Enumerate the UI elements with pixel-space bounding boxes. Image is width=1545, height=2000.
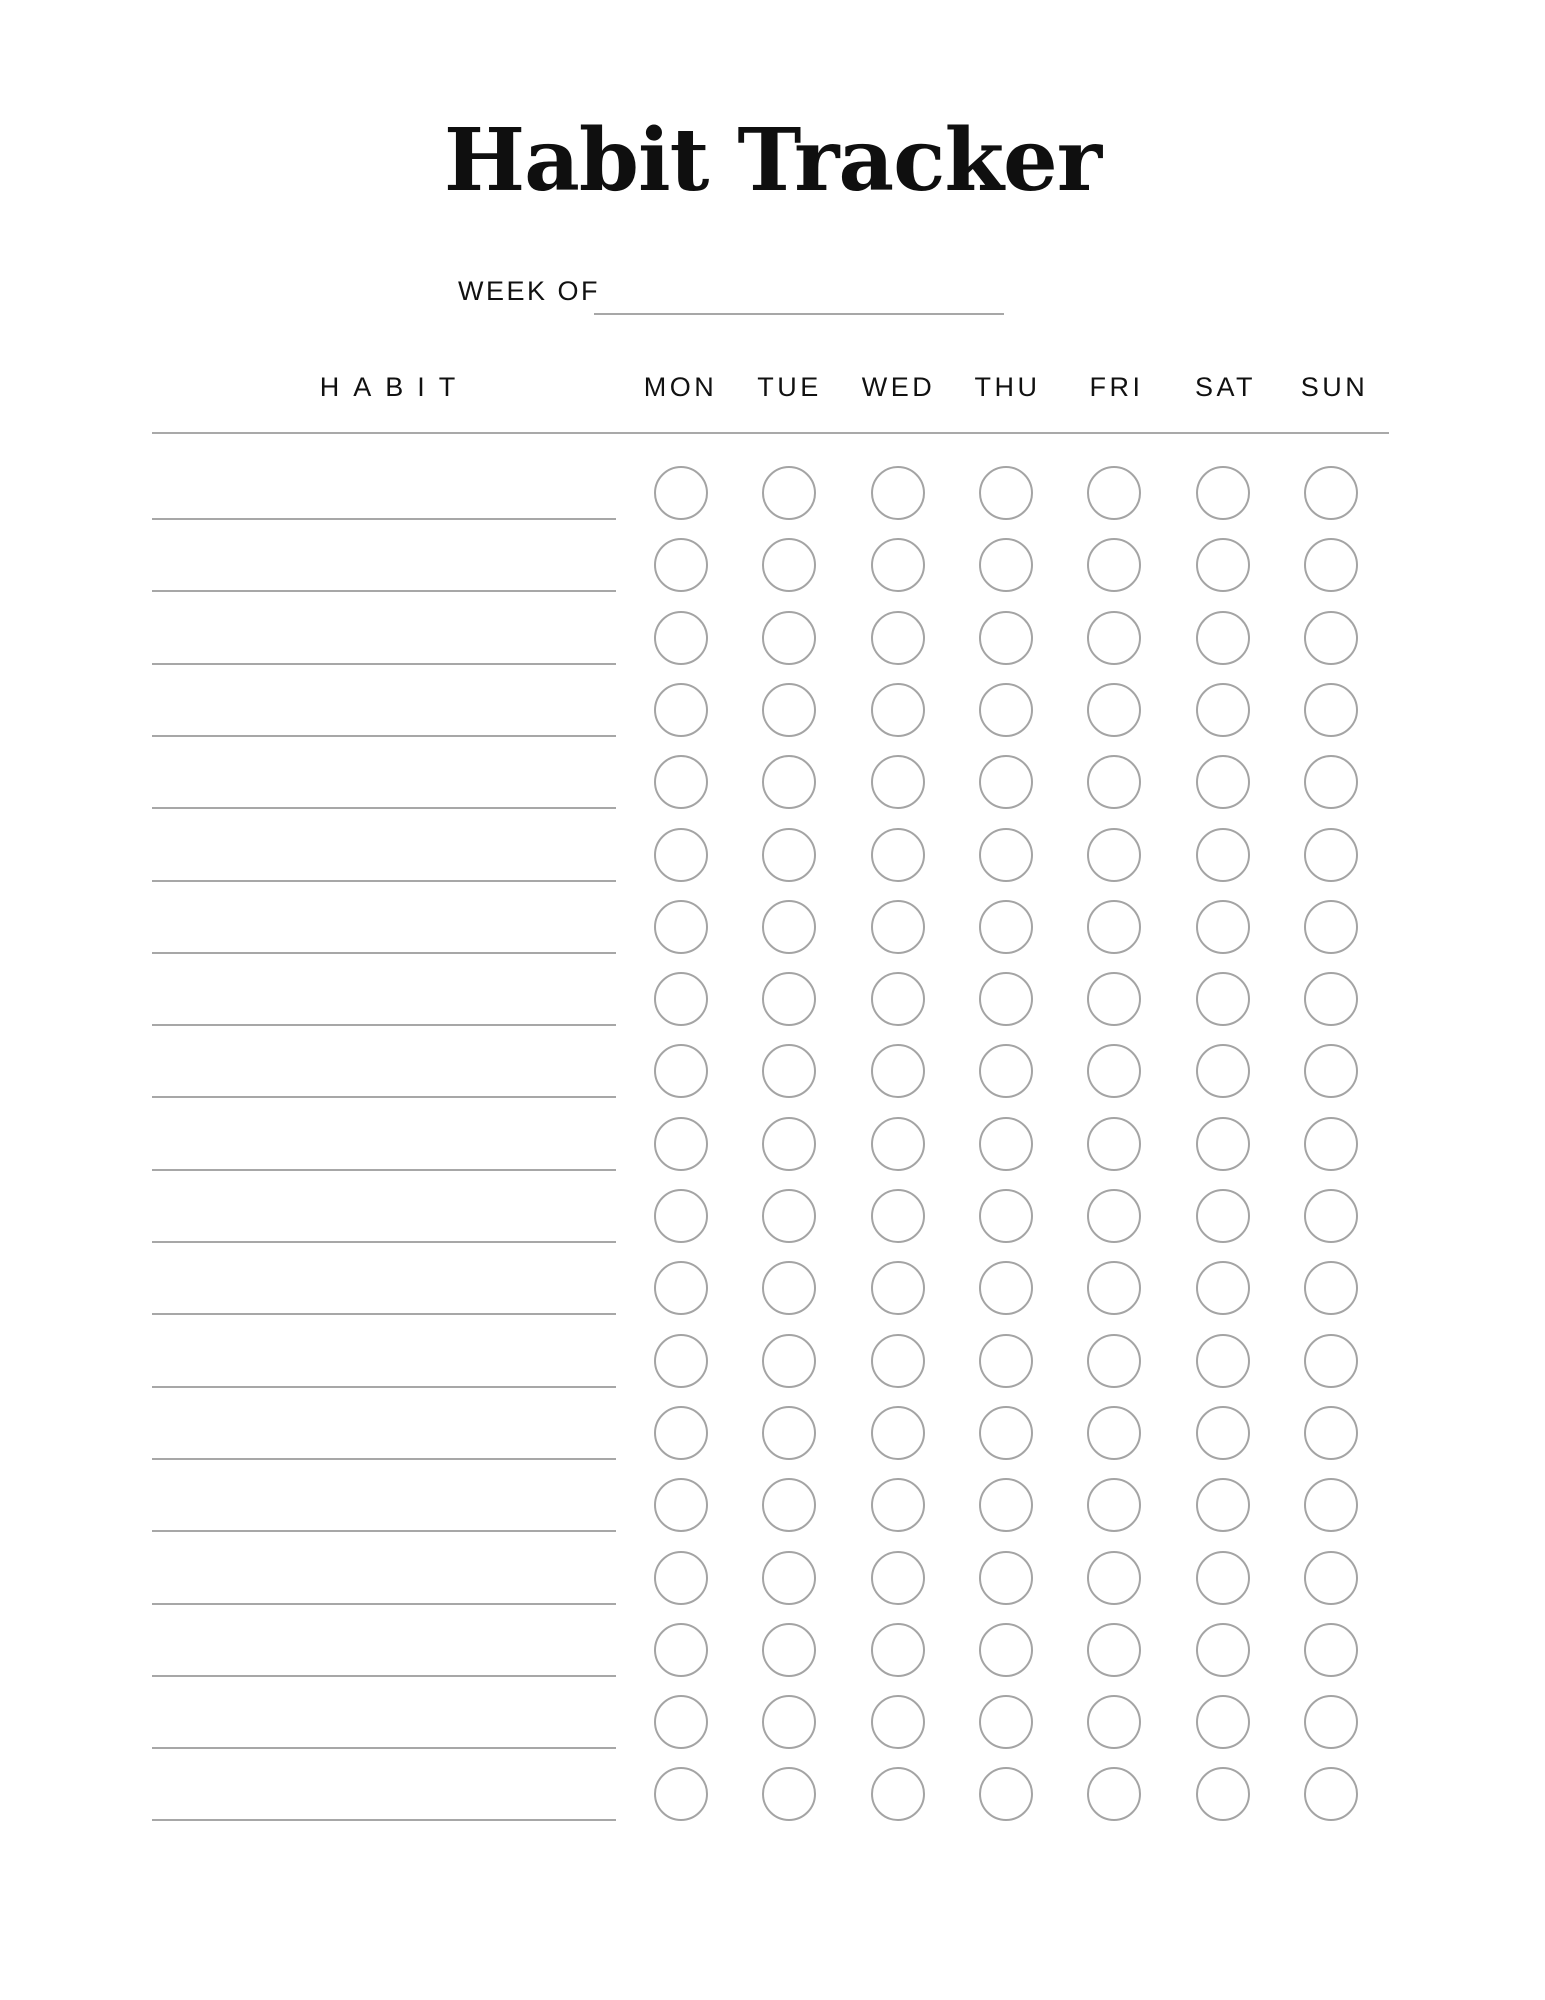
check-circle-tue[interactable] bbox=[762, 1478, 816, 1532]
check-circle-thu[interactable] bbox=[979, 1189, 1033, 1243]
day-header-fri: FRI bbox=[1089, 372, 1144, 402]
check-circle-sat[interactable] bbox=[1196, 683, 1250, 737]
check-circle-sat[interactable] bbox=[1196, 538, 1250, 592]
check-circle-tue[interactable] bbox=[762, 1623, 816, 1677]
day-header-sun: SUN bbox=[1300, 372, 1369, 402]
check-circle-tue[interactable] bbox=[762, 1767, 816, 1821]
check-circle-sat[interactable] bbox=[1196, 1261, 1250, 1315]
check-circle-mon[interactable] bbox=[654, 611, 708, 665]
check-circle-sun[interactable] bbox=[1304, 1767, 1358, 1821]
check-circle-sun[interactable] bbox=[1304, 1551, 1358, 1605]
check-circle-mon[interactable] bbox=[654, 755, 708, 809]
check-circle-tue[interactable] bbox=[762, 538, 816, 592]
check-circle-mon[interactable] bbox=[654, 1261, 708, 1315]
check-circle-fri[interactable] bbox=[1087, 538, 1141, 592]
check-circle-thu[interactable] bbox=[979, 538, 1033, 592]
check-circle-fri[interactable] bbox=[1087, 1334, 1141, 1388]
check-circle-fri[interactable] bbox=[1087, 1623, 1141, 1677]
week-of-label: WEEK OF bbox=[458, 276, 601, 306]
habit-entry-line[interactable] bbox=[152, 518, 616, 520]
check-circle-sat[interactable] bbox=[1196, 1044, 1250, 1098]
check-circle-mon[interactable] bbox=[654, 1406, 708, 1460]
check-circle-thu[interactable] bbox=[979, 1117, 1033, 1171]
check-circle-sun[interactable] bbox=[1304, 683, 1358, 737]
check-circle-thu[interactable] bbox=[979, 1478, 1033, 1532]
check-circle-wed[interactable] bbox=[871, 1044, 925, 1098]
habit-entry-line[interactable] bbox=[152, 1603, 616, 1605]
check-circle-tue[interactable] bbox=[762, 1334, 816, 1388]
check-circle-fri[interactable] bbox=[1087, 1551, 1141, 1605]
habit-entry-line[interactable] bbox=[152, 663, 616, 665]
habit-entry-line[interactable] bbox=[152, 1747, 616, 1749]
check-circle-wed[interactable] bbox=[871, 1767, 925, 1821]
habit-entry-line[interactable] bbox=[152, 807, 616, 809]
check-circle-fri[interactable] bbox=[1087, 755, 1141, 809]
check-circle-thu[interactable] bbox=[979, 1044, 1033, 1098]
check-circle-wed[interactable] bbox=[871, 1695, 925, 1749]
day-header-thu: THU bbox=[974, 372, 1041, 402]
check-circle-sun[interactable] bbox=[1304, 1044, 1358, 1098]
check-circle-sat[interactable] bbox=[1196, 1623, 1250, 1677]
check-circle-thu[interactable] bbox=[979, 611, 1033, 665]
check-circle-sun[interactable] bbox=[1304, 972, 1358, 1026]
check-circle-fri[interactable] bbox=[1087, 828, 1141, 882]
check-circle-tue[interactable] bbox=[762, 1695, 816, 1749]
check-circle-sun[interactable] bbox=[1304, 611, 1358, 665]
check-circle-sat[interactable] bbox=[1196, 1551, 1250, 1605]
check-circle-sat[interactable] bbox=[1196, 1189, 1250, 1243]
habit-entry-line[interactable] bbox=[152, 1024, 616, 1026]
check-circle-fri[interactable] bbox=[1087, 900, 1141, 954]
check-circle-thu[interactable] bbox=[979, 972, 1033, 1026]
week-of-field[interactable] bbox=[594, 313, 1004, 315]
check-circle-fri[interactable] bbox=[1087, 1117, 1141, 1171]
habit-entry-line[interactable] bbox=[152, 1241, 616, 1243]
check-circle-sun[interactable] bbox=[1304, 538, 1358, 592]
check-circle-tue[interactable] bbox=[762, 1551, 816, 1605]
check-circle-fri[interactable] bbox=[1087, 1406, 1141, 1460]
check-circle-tue[interactable] bbox=[762, 1189, 816, 1243]
check-circle-tue[interactable] bbox=[762, 755, 816, 809]
check-circle-mon[interactable] bbox=[654, 1117, 708, 1171]
check-circle-mon[interactable] bbox=[654, 828, 708, 882]
check-circle-thu[interactable] bbox=[979, 466, 1033, 520]
check-circle-thu[interactable] bbox=[979, 683, 1033, 737]
check-circle-mon[interactable] bbox=[654, 900, 708, 954]
check-circle-sat[interactable] bbox=[1196, 972, 1250, 1026]
check-circle-sun[interactable] bbox=[1304, 900, 1358, 954]
habit-entry-line[interactable] bbox=[152, 1386, 616, 1388]
check-circle-mon[interactable] bbox=[654, 1551, 708, 1605]
check-circle-mon[interactable] bbox=[654, 1334, 708, 1388]
check-circle-sat[interactable] bbox=[1196, 1117, 1250, 1171]
check-circle-wed[interactable] bbox=[871, 1551, 925, 1605]
check-circle-tue[interactable] bbox=[762, 683, 816, 737]
check-circle-sat[interactable] bbox=[1196, 900, 1250, 954]
page-title: Habit Tracker bbox=[443, 110, 1102, 211]
check-circle-fri[interactable] bbox=[1087, 1478, 1141, 1532]
check-circle-mon[interactable] bbox=[654, 1044, 708, 1098]
check-circle-thu[interactable] bbox=[979, 828, 1033, 882]
habit-entry-line[interactable] bbox=[152, 1169, 616, 1171]
check-circle-sat[interactable] bbox=[1196, 1334, 1250, 1388]
check-circle-mon[interactable] bbox=[654, 538, 708, 592]
check-circle-thu[interactable] bbox=[979, 900, 1033, 954]
check-circle-sun[interactable] bbox=[1304, 1478, 1358, 1532]
habit-entry-line[interactable] bbox=[152, 1313, 616, 1315]
day-header-mon: MON bbox=[643, 372, 718, 402]
check-circle-tue[interactable] bbox=[762, 611, 816, 665]
habit-entry-line[interactable] bbox=[152, 1675, 616, 1677]
check-circle-thu[interactable] bbox=[979, 1695, 1033, 1749]
habit-entry-line[interactable] bbox=[152, 1530, 616, 1532]
check-circle-wed[interactable] bbox=[871, 1334, 925, 1388]
check-circle-fri[interactable] bbox=[1087, 611, 1141, 665]
check-circle-tue[interactable] bbox=[762, 1117, 816, 1171]
habit-column-header: HABIT bbox=[319, 372, 470, 402]
check-circle-mon[interactable] bbox=[654, 683, 708, 737]
check-circle-mon[interactable] bbox=[654, 466, 708, 520]
habit-entry-line[interactable] bbox=[152, 952, 616, 954]
check-circle-thu[interactable] bbox=[979, 755, 1033, 809]
check-circle-sat[interactable] bbox=[1196, 1478, 1250, 1532]
check-circle-mon[interactable] bbox=[654, 1695, 708, 1749]
habit-entry-line[interactable] bbox=[152, 735, 616, 737]
day-header-sat: SAT bbox=[1194, 372, 1256, 402]
check-circle-tue[interactable] bbox=[762, 1044, 816, 1098]
check-circle-wed[interactable] bbox=[871, 828, 925, 882]
check-circle-sun[interactable] bbox=[1304, 1117, 1358, 1171]
check-circle-sat[interactable] bbox=[1196, 466, 1250, 520]
check-circle-mon[interactable] bbox=[654, 972, 708, 1026]
check-circle-sat[interactable] bbox=[1196, 1406, 1250, 1460]
check-circle-fri[interactable] bbox=[1087, 1767, 1141, 1821]
check-circle-wed[interactable] bbox=[871, 755, 925, 809]
check-circle-sat[interactable] bbox=[1196, 828, 1250, 882]
check-circle-thu[interactable] bbox=[979, 1551, 1033, 1605]
check-circle-sun[interactable] bbox=[1304, 466, 1358, 520]
habit-entry-line[interactable] bbox=[152, 880, 616, 882]
check-circle-sat[interactable] bbox=[1196, 1695, 1250, 1749]
check-circle-sat[interactable] bbox=[1196, 611, 1250, 665]
check-circle-sat[interactable] bbox=[1196, 1767, 1250, 1821]
check-circle-sun[interactable] bbox=[1304, 755, 1358, 809]
check-circle-sun[interactable] bbox=[1304, 1406, 1358, 1460]
check-circle-fri[interactable] bbox=[1087, 1044, 1141, 1098]
check-circle-wed[interactable] bbox=[871, 1623, 925, 1677]
check-circle-wed[interactable] bbox=[871, 972, 925, 1026]
check-circle-wed[interactable] bbox=[871, 900, 925, 954]
check-circle-tue[interactable] bbox=[762, 466, 816, 520]
habit-entry-line[interactable] bbox=[152, 1458, 616, 1460]
header-divider bbox=[152, 432, 1389, 434]
check-circle-wed[interactable] bbox=[871, 466, 925, 520]
check-circle-tue[interactable] bbox=[762, 828, 816, 882]
check-circle-tue[interactable] bbox=[762, 1406, 816, 1460]
check-circle-sun[interactable] bbox=[1304, 1695, 1358, 1749]
check-circle-fri[interactable] bbox=[1087, 1261, 1141, 1315]
check-circle-thu[interactable] bbox=[979, 1334, 1033, 1388]
check-circle-fri[interactable] bbox=[1087, 466, 1141, 520]
check-circle-wed[interactable] bbox=[871, 1406, 925, 1460]
check-circle-wed[interactable] bbox=[871, 1189, 925, 1243]
check-circle-wed[interactable] bbox=[871, 538, 925, 592]
check-circle-sun[interactable] bbox=[1304, 828, 1358, 882]
habit-entry-line[interactable] bbox=[152, 590, 616, 592]
day-header-tue: TUE bbox=[757, 372, 822, 402]
check-circle-mon[interactable] bbox=[654, 1478, 708, 1532]
check-circle-wed[interactable] bbox=[871, 1117, 925, 1171]
check-circle-mon[interactable] bbox=[654, 1767, 708, 1821]
check-circle-wed[interactable] bbox=[871, 611, 925, 665]
check-circle-thu[interactable] bbox=[979, 1406, 1033, 1460]
check-circle-tue[interactable] bbox=[762, 1261, 816, 1315]
check-circle-fri[interactable] bbox=[1087, 1189, 1141, 1243]
check-circle-wed[interactable] bbox=[871, 1478, 925, 1532]
check-circle-sun[interactable] bbox=[1304, 1334, 1358, 1388]
day-header-wed: WED bbox=[861, 372, 936, 402]
check-circle-tue[interactable] bbox=[762, 900, 816, 954]
habit-entry-line[interactable] bbox=[152, 1096, 616, 1098]
check-circle-sun[interactable] bbox=[1304, 1261, 1358, 1315]
check-circle-mon[interactable] bbox=[654, 1623, 708, 1677]
check-circle-mon[interactable] bbox=[654, 1189, 708, 1243]
check-circle-thu[interactable] bbox=[979, 1623, 1033, 1677]
check-circle-sun[interactable] bbox=[1304, 1189, 1358, 1243]
habit-entry-line[interactable] bbox=[152, 1819, 616, 1821]
check-circle-tue[interactable] bbox=[762, 972, 816, 1026]
check-circle-fri[interactable] bbox=[1087, 1695, 1141, 1749]
check-circle-sun[interactable] bbox=[1304, 1623, 1358, 1677]
check-circle-thu[interactable] bbox=[979, 1261, 1033, 1315]
check-circle-fri[interactable] bbox=[1087, 683, 1141, 737]
check-circle-wed[interactable] bbox=[871, 683, 925, 737]
check-circle-wed[interactable] bbox=[871, 1261, 925, 1315]
check-circle-sat[interactable] bbox=[1196, 755, 1250, 809]
check-circle-thu[interactable] bbox=[979, 1767, 1033, 1821]
check-circle-fri[interactable] bbox=[1087, 972, 1141, 1026]
